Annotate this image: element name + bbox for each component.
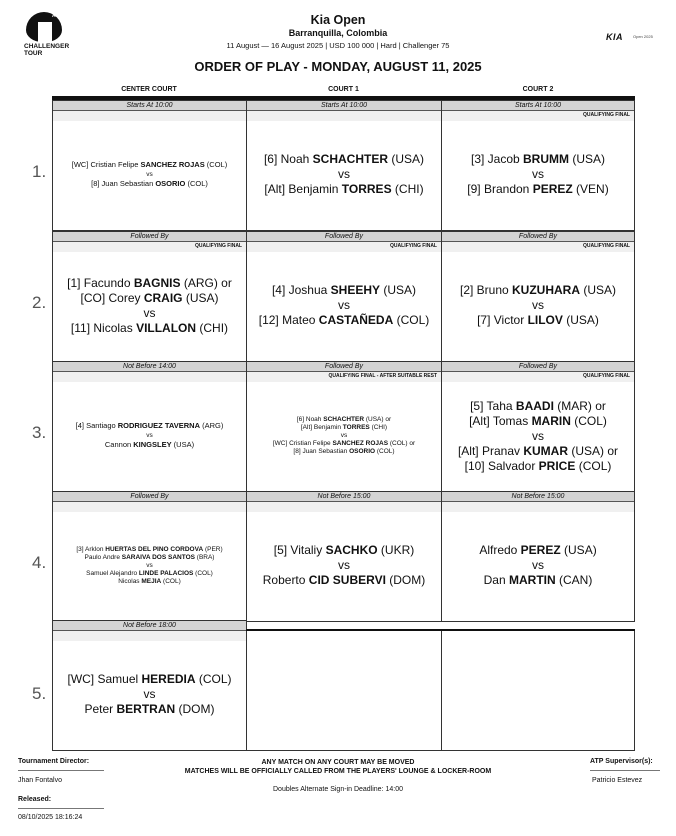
time-bar: Followed By [247, 362, 441, 372]
time-bar: Starts At 10:00 [247, 101, 441, 111]
match-entry [444, 121, 632, 228]
player-line: [6] Noah SCHACHTER (USA) [263, 152, 425, 166]
player-line: [8] Juan Sebastian OSORIO (COL) [91, 179, 208, 189]
player-line: [2] Bruno KUZUHARA (USA) [459, 283, 617, 297]
match-cell [246, 491, 442, 622]
vs-label: vs [143, 305, 156, 320]
supervisor-name: Patricio Estevez [592, 777, 643, 784]
time-bar: Followed By [247, 232, 441, 242]
match-cell [246, 361, 442, 492]
time-bar: Starts At 10:00 [442, 101, 634, 111]
kia-sub-text: Open 2025 [633, 34, 653, 39]
row-number: 5. [32, 684, 47, 703]
match-type-label: QUALIFYING FINAL [195, 243, 242, 249]
match-entry [55, 512, 244, 619]
time-bar: Not Before 14:00 [53, 362, 246, 372]
match-cell [441, 100, 635, 231]
notice-call: MATCHES WILL BE OFFICIALLY CALLED FROM THE PLAYERS' LOUNGE & LOCKER-ROOM [184, 768, 492, 775]
tournament-city: Barranquilla, Colombia [288, 28, 388, 38]
player-line: Cannon KINGSLEY (USA) [104, 440, 195, 450]
row-divider [246, 629, 635, 631]
vs-label: vs [143, 687, 156, 701]
match-cell [52, 620, 247, 751]
player-line: [Alt] Pranav KUMAR (USA) or [457, 444, 619, 458]
kia-brand-text: KIA [606, 32, 623, 42]
doubles-deadline: Doubles Alternate Sign-in Deadline: 14:00 [273, 786, 403, 793]
player-line: [3] Arklon HUERTAS DEL PINO CORDOVA (PER) [76, 545, 223, 553]
order-of-play-title: ORDER OF PLAY - MONDAY, AUGUST 11, 2025 [194, 59, 482, 74]
match-entry [249, 121, 439, 228]
time-bar: Followed By [53, 492, 246, 502]
match-cell [441, 361, 635, 492]
player-line: [CO] Corey CRAIG (USA) [80, 290, 219, 305]
empty-cell [441, 630, 635, 751]
vs-label: vs [338, 558, 350, 572]
match-entry [55, 252, 244, 359]
player-line: [Alt] Tomas MARIN (COL) [469, 414, 607, 428]
player-line: [3] Jacob BRUMM (USA) [470, 152, 606, 166]
match-entry [55, 641, 244, 748]
time-bar: Followed By [442, 362, 634, 372]
supervisor-rule [590, 770, 660, 771]
empty-cell [246, 630, 442, 751]
player-line: Peter BERTRAN (DOM) [84, 702, 215, 716]
match-cell [246, 100, 442, 231]
released-value: 08/10/2025 18:16:24 [18, 814, 83, 821]
player-line: [4] Joshua SHEEHY (USA) [271, 283, 417, 297]
row-number: 2. [32, 293, 47, 312]
released-rule [18, 808, 104, 809]
player-line: [9] Brandon PEREZ (VEN) [467, 182, 609, 196]
match-entry [249, 512, 439, 619]
match-cell [52, 100, 247, 231]
player-line: [4] Santiago RODRIGUEZ TAVERNA (ARG) [75, 421, 224, 431]
player-line: Samuel Alejandro LINDE PALACIOS (COL) [86, 569, 213, 577]
court-header-2: COURT 2 [522, 86, 554, 93]
vs-label: vs [532, 429, 544, 443]
match-cell [52, 231, 247, 362]
match-cell [441, 231, 635, 362]
logo-tour-text: CHALLENGER TOUR [24, 43, 70, 57]
match-entry [444, 512, 632, 619]
vs-label: vs [146, 431, 153, 439]
time-bar: Not Before 15:00 [442, 492, 634, 502]
match-cell [52, 361, 247, 492]
match-type-label: QUALIFYING FINAL - AFTER SUITABLE REST [328, 373, 437, 379]
time-bar: Not Before 15:00 [247, 492, 441, 502]
released-label: Released: [18, 796, 52, 803]
player-line: [8] Juan Sebastian OSORIO (COL) [293, 447, 395, 455]
match-type-label: QUALIFYING FINAL [583, 373, 630, 379]
match-entry [249, 252, 439, 359]
time-bar: Followed By [53, 232, 246, 242]
match-entry [444, 252, 632, 359]
match-type-label: QUALIFYING FINAL [583, 243, 630, 249]
logo-atp-text: ATP [52, 13, 62, 19]
director-name: Jhan Fontalvo [18, 777, 62, 784]
player-line: [5] Vitaliy SACHKO (UKR) [273, 543, 415, 557]
court-header-center: CENTER COURT [121, 86, 177, 93]
player-line: Roberto CID SUBERVI (DOM) [262, 573, 426, 587]
player-line: [10] Salvador PRICE (COL) [464, 459, 612, 473]
vs-label: vs [532, 558, 544, 572]
vs-label: vs [532, 167, 544, 181]
match-entry [444, 384, 632, 489]
player-line: [WC] Cristian Felipe SANCHEZ ROJAS (COL) or [272, 439, 416, 447]
vs-label: vs [340, 431, 348, 439]
player-line: [5] Taha BAADI (MAR) or [470, 399, 606, 413]
supervisor-label: ATP Supervisor(s): [590, 758, 653, 765]
player-line: [WC] Cristian Felipe SANCHEZ ROJAS (COL) [71, 160, 228, 170]
match-cell [246, 231, 442, 362]
player-line: [7] Victor LILOV (USA) [477, 313, 599, 327]
time-bar: Followed By [442, 232, 634, 242]
tournament-meta: 11 August — 16 August 2025 | USD 100 000 | Hard | Challenger 75 [226, 41, 450, 50]
vs-label: vs [146, 170, 153, 178]
player-line: Nicolas MEJIA (COL) [118, 577, 181, 585]
match-entry [249, 382, 439, 489]
match-type-label: QUALIFYING FINAL [390, 243, 437, 249]
court-header-1: COURT 1 [328, 86, 359, 93]
player-line: [WC] Samuel HEREDIA (COL) [67, 672, 232, 686]
vs-label: vs [146, 561, 153, 569]
player-line: [Alt] Benjamin TORRES (CHI) [300, 423, 388, 431]
time-bar: Not Before 18:00 [53, 621, 246, 631]
player-line: [Alt] Benjamin TORRES (CHI) [264, 182, 424, 196]
match-type-label: QUALIFYING FINAL [583, 112, 630, 118]
row-number: 4. [32, 553, 47, 572]
row-number: 1. [32, 162, 47, 181]
player-line: Alfredo PEREZ (USA) [479, 543, 597, 557]
player-line: [11] Nicolas VILLALON (CHI) [70, 320, 229, 335]
tournament-title: Kia Open [310, 13, 366, 27]
director-rule [18, 770, 104, 771]
player-line: [1] Facundo BAGNIS (ARG) or [67, 275, 232, 290]
notice-move: ANY MATCH ON ANY COURT MAY BE MOVED [261, 759, 415, 766]
vs-label: vs [338, 167, 350, 181]
player-line: Paulo Andre SARAIVA DOS SANTOS (BRA) [84, 553, 215, 561]
time-bar: Starts At 10:00 [53, 101, 246, 111]
match-cell [52, 491, 247, 622]
row-number: 3. [32, 423, 47, 442]
director-label: Tournament Director: [18, 758, 90, 765]
match-entry [55, 382, 244, 489]
vs-label: vs [338, 298, 350, 312]
match-entry [55, 121, 244, 228]
vs-label: vs [532, 298, 544, 312]
player-line: [6] Noah SCHACHTER (USA) or [296, 415, 392, 423]
match-cell [441, 491, 635, 622]
player-line: Dan MARTIN (CAN) [483, 573, 593, 587]
player-line: [12] Mateo CASTAÑEDA (COL) [258, 313, 430, 327]
